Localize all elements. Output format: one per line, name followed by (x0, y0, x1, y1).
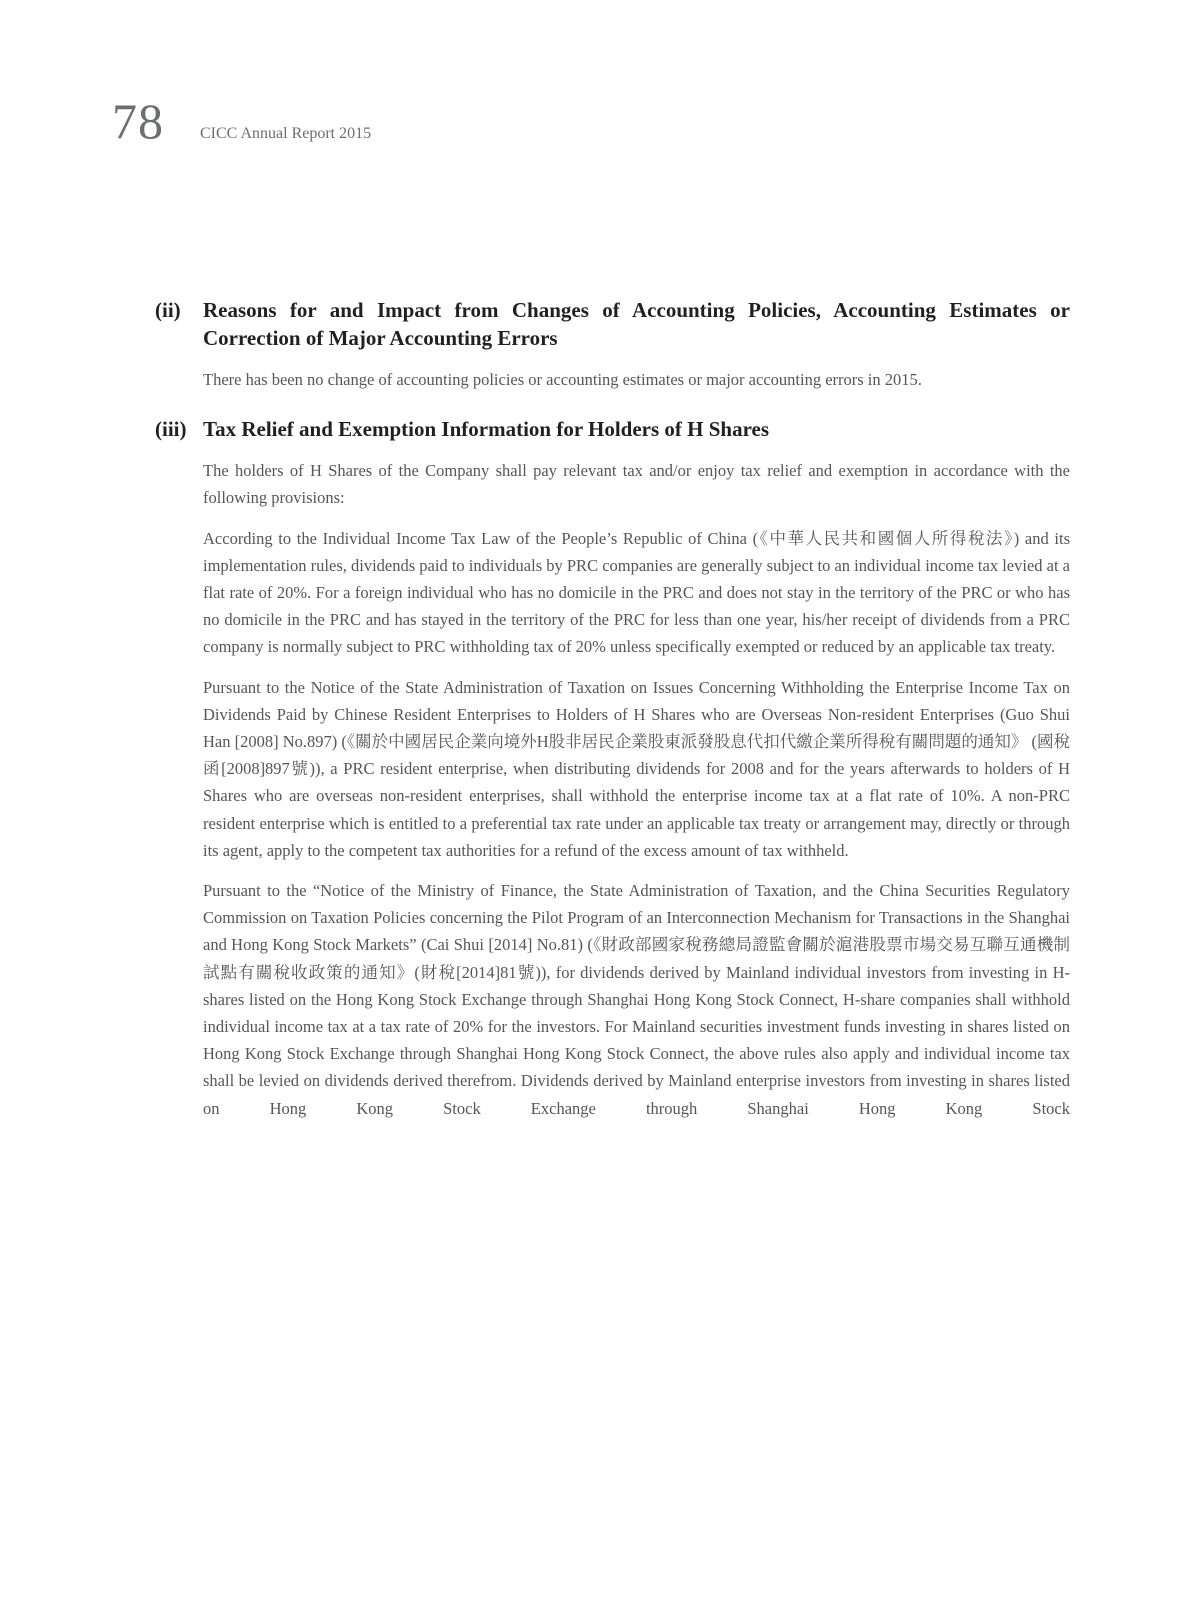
page-content (155, 296, 1070, 1144)
section-tax-relief (155, 415, 1070, 1122)
section-accounting-changes (155, 296, 1070, 393)
section-heading (155, 415, 1070, 443)
paragraph: Pursuant to the Notice of the State Administration of Taxation on Issues Concerning Withholding the Enterprise Income Tax on Dividends Paid by Chinese Resident Enterprises to Holders of H Shares who are Overseas Non-resident Enterprises (Guo Shui Han [2008] No.897) (《關於中國居民企業向境外H股非居民企業股東派發股息代扣代繳企業所得稅有關問題的通知》 (國稅函[2008]897號)), a PRC resident enterprise, when distributing dividends for 2008 and for the years afterwards to holders of H Shares who are overseas non-resident enterprises, shall withhold the enterprise income tax at a flat rate of 10%. A non-PRC resident enterprise which is entitled to a preferential tax rate under an applicable tax treaty or arrangement may, directly or through its agent, apply to the competent tax authorities for a refund of the excess amount of tax withheld. (203, 677, 1070, 860)
section-number: (iii) (155, 417, 187, 442)
paragraph: The holders of H Shares of the Company shall pay relevant tax and/or enjoy tax relief and exemption in accordance with the following provisions: (203, 461, 1070, 508)
paragraph: There has been no change of accounting policies or accounting estimates or major accounting errors in 2015. (203, 370, 922, 389)
section-title: Reasons for and Impact from Changes of Accounting Policies, Accounting Estimates or Correction of Major Accounting Errors (203, 298, 1070, 350)
page-header (112, 93, 372, 149)
page-number: 78 (112, 93, 164, 149)
section-number: (ii) (155, 298, 181, 322)
paragraph: Pursuant to the “Notice of the Ministry of Finance, the State Administration of Taxation, and the China Securities Regulatory Commission on Taxation Policies concerning the Pilot Program of an Interconnection Mechanism for Transactions in the Shanghai and Hong Kong Stock Markets” (Cai Shui [2014] No.81) (《財政部國家稅務總局證監會關於滬港股票市場交易互聯互通機制試點有關稅收政策的通知》(財稅[2014]81號)), for dividends derived by Mainland individual investors from investing in H-shares listed on the Hong Kong Stock Exchange through Shanghai Hong Kong Stock Connect, H-share companies shall withhold individual income tax at a tax rate of 20% for the investors. For Mainland securities investment funds investing in shares listed on Hong Kong Stock Exchange through Shanghai Hong Kong Stock Connect, the above rules also apply and individual income tax shall be levied on dividends derived therefrom. Dividends derived by Mainland enterprise investors from investing in shares listed on Hong Kong Stock Exchange through Shanghai Hong Kong Stock (203, 881, 1070, 1118)
section-title: Tax Relief and Exemption Information for Holders of H Shares (203, 417, 770, 442)
report-title: CICC Annual Report 2015 (200, 125, 372, 142)
section-heading (155, 296, 1070, 352)
paragraph: According to the Individual Income Tax Law of the People’s Republic of China (《中華人民共和國個人所得稅法》) and its implementation rules, dividends paid to individuals by PRC companies are generally subject to an individual income tax levied at a flat rate of 20%. For a foreign individual who has no domicile in the PRC and does not stay in the territory of the PRC or who has no domicile in the PRC and has stayed in the territory of the PRC for less than one year, his/her receipt of dividends from a PRC company is normally subject to PRC withholding tax of 20% unless specifically exempted or reduced by an applicable tax treaty. (203, 528, 1070, 657)
